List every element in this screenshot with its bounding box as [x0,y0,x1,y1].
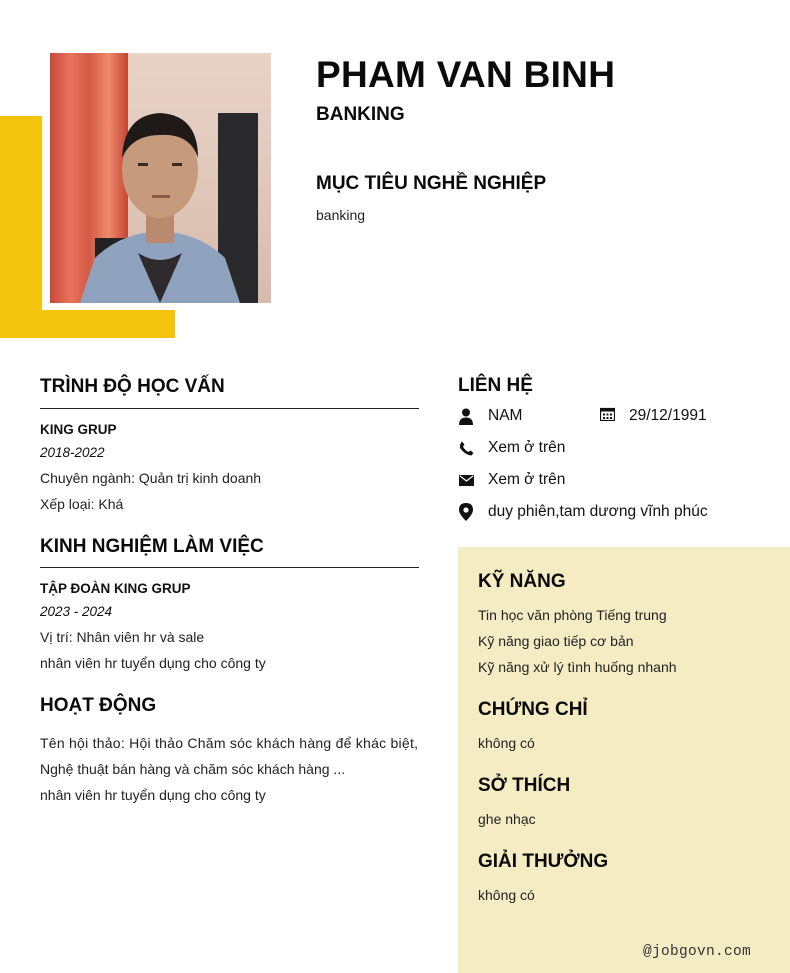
activities-section [40,695,419,717]
certificates-title: CHỨNG CHỈ [478,699,588,720]
contact-phone: Xem ở trên [488,439,566,456]
experience-position: Vị trí: Nhân viên hr và sale [40,629,205,645]
contact-gender-row [458,405,523,427]
right-panel [458,547,790,973]
skill-item: Tin học văn phòng Tiếng trung [478,607,667,623]
contact-dob: 29/12/1991 [629,407,707,424]
contact-phone-row [458,437,566,459]
phone-icon [458,439,474,457]
location-pin-icon [458,503,474,521]
education-major: Chuyên ngành: Quản trị kinh doanh [40,470,262,486]
objective-heading: MỤC TIÊU NGHỀ NGHIỆP [316,173,547,194]
education-grade: Xếp loại: Khá [40,496,124,512]
objective-text: banking [316,207,366,223]
awards-title: GIẢI THƯỞNG [478,851,609,872]
education-period: 2018-2022 [40,445,105,460]
contact-gender: NAM [488,407,523,424]
contact-title: LIÊN HỆ [458,375,533,396]
education-divider [40,408,419,409]
person-icon [458,407,474,425]
accent-bar-horizontal [0,310,175,338]
activities-title: HOẠT ĐỘNG [40,695,157,716]
calendar-icon [600,407,615,426]
experience-title: KINH NGHIỆM LÀM VIỆC [40,536,264,557]
awards-text: không có [478,887,535,903]
mail-icon [458,471,474,489]
hobbies-text: ghe nhạc [478,811,536,827]
experience-description: nhân viên hr tuyển dụng cho công ty [40,655,266,671]
candidate-name: PHAM VAN BINH [316,54,616,95]
skill-item: Kỹ năng giao tiếp cơ bản [478,633,634,649]
skill-item: Kỹ năng xử lý tình huống nhanh [478,659,677,675]
activities-line-3: nhân viên hr tuyển dụng cho công ty [40,787,266,803]
contact-address-row [458,501,708,523]
activities-line-2: Nghệ thuật bán hàng và chăm sóc khách hàng ... [40,761,346,777]
hobbies-title: SỞ THÍCH [478,775,571,796]
contact-address: duy phiên,tam dương vĩnh phúc [488,503,708,520]
certificates-text: không có [478,735,535,751]
experience-section [40,536,419,558]
profile-photo [50,53,271,303]
experience-company: TẬP ĐOÀN KING GRUP [40,581,191,596]
contact-dob-row [600,405,707,427]
education-title: TRÌNH ĐỘ HỌC VẤN [40,376,225,397]
profile-photo-image [50,53,271,303]
contact-email: Xem ở trên [488,471,566,488]
contact-email-row [458,469,566,491]
skills-title: KỸ NĂNG [478,571,566,592]
education-school: KING GRUP [40,422,117,437]
education-section [40,376,419,398]
activities-line-1: Tên hội thảo: Hội thảo Chăm sóc khách hàng để khác biệt, [40,735,419,751]
accent-bar-vertical [0,116,42,338]
watermark: @jobgovn.com [643,944,752,960]
experience-period: 2023 - 2024 [40,604,113,619]
job-title: BANKING [316,104,405,125]
experience-divider [40,567,419,568]
